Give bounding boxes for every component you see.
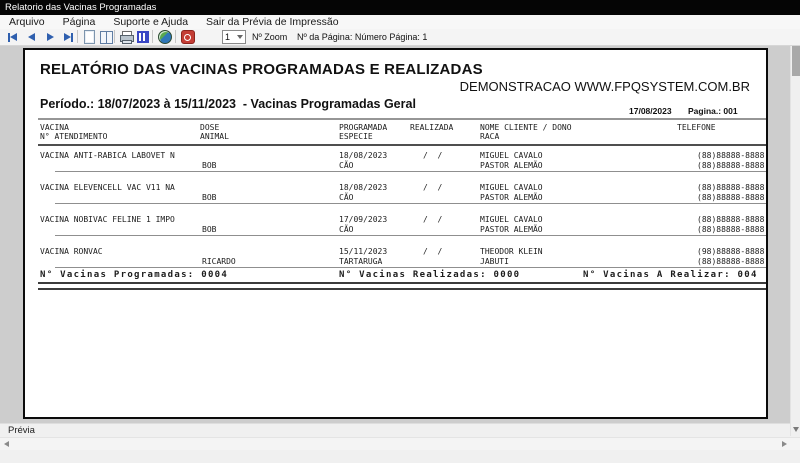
cell-programada: 15/11/2023 bbox=[339, 247, 388, 256]
cell-telefone1: (88)88888-8888 bbox=[697, 215, 765, 224]
column-header-cliente: NOME CLIENTE / DONO bbox=[480, 123, 572, 132]
previous-page-icon bbox=[28, 33, 35, 41]
divider bbox=[38, 144, 766, 146]
column-header-raca: RACA bbox=[480, 132, 500, 141]
cell-especie: TARTARUGA bbox=[339, 257, 383, 266]
stop-icon bbox=[181, 30, 195, 44]
column-header-vacina: VACINA bbox=[40, 123, 69, 132]
cell-telefone2: (88)88888-8888 bbox=[697, 225, 765, 234]
previous-page-button[interactable] bbox=[23, 30, 40, 44]
single-page-view-button[interactable] bbox=[81, 30, 98, 44]
first-page-button[interactable] bbox=[4, 30, 21, 44]
cell-raca: PASTOR ALEMÃO bbox=[480, 225, 543, 234]
last-page-icon bbox=[71, 33, 73, 42]
print-button[interactable] bbox=[118, 30, 135, 44]
divider bbox=[38, 118, 766, 120]
toolbar-separator bbox=[175, 30, 176, 43]
cell-telefone1: (88)88888-8888 bbox=[697, 151, 765, 160]
scroll-down-icon[interactable] bbox=[793, 427, 799, 432]
last-page-button[interactable] bbox=[60, 30, 77, 44]
cell-realizada: / / bbox=[423, 151, 443, 160]
cell-telefone1: (98)88888-8888 bbox=[697, 247, 765, 256]
globe-icon bbox=[158, 30, 172, 44]
toolbar-separator bbox=[152, 30, 153, 43]
cell-telefone2: (88)88888-8888 bbox=[697, 257, 765, 266]
two-page-view-button[interactable] bbox=[98, 30, 115, 44]
footer-double-rule bbox=[38, 282, 766, 290]
export-web-button[interactable] bbox=[156, 30, 173, 44]
menu-item-suporte-e-ajuda[interactable]: Suporte e Ajuda bbox=[113, 16, 189, 28]
cell-cliente: MIGUEL CAVALO bbox=[480, 151, 543, 160]
table-row bbox=[25, 151, 770, 183]
cell-animal: BOB bbox=[202, 225, 217, 234]
print-preview-area bbox=[0, 46, 790, 423]
table-row bbox=[25, 183, 770, 215]
cell-cliente: MIGUEL CAVALO bbox=[480, 215, 543, 224]
toolbar bbox=[0, 29, 800, 46]
menu-bar bbox=[0, 15, 800, 29]
cell-especie: CÃO bbox=[339, 193, 354, 202]
column-header-dose: DOSE bbox=[200, 123, 220, 132]
cell-animal: BOB bbox=[202, 161, 217, 170]
cell-realizada: / / bbox=[423, 183, 443, 192]
cell-vacina: VACINA NOBIVAC FELINE 1 IMPO bbox=[40, 215, 175, 224]
total-programadas: N° Vacinas Programadas: 0004 bbox=[40, 270, 229, 280]
cell-programada: 18/08/2023 bbox=[339, 151, 388, 160]
print-setup-button[interactable] bbox=[134, 30, 151, 44]
cell-telefone2: (88)88888-8888 bbox=[697, 193, 765, 202]
cell-vacina: VACINA ELEVENCELL VAC V11 NA bbox=[40, 183, 175, 192]
cell-telefone1: (88)88888-8888 bbox=[697, 183, 765, 192]
row-divider bbox=[55, 203, 766, 204]
cell-animal: BOB bbox=[202, 193, 217, 202]
cell-vacina: VACINA RONVAC bbox=[40, 247, 103, 256]
window-titlebar bbox=[0, 0, 800, 15]
report-print-date: 17/08/2023 bbox=[629, 106, 672, 116]
printer-icon bbox=[120, 31, 133, 43]
row-divider bbox=[55, 267, 766, 268]
cell-raca: JABUTI bbox=[480, 257, 509, 266]
column-header-animal: ANIMAL bbox=[200, 132, 229, 141]
zoom-select[interactable] bbox=[222, 30, 246, 44]
column-header-especie: ESPECIE bbox=[339, 132, 373, 141]
report-page bbox=[23, 48, 768, 419]
next-page-icon bbox=[47, 33, 54, 41]
toolbar-separator bbox=[114, 30, 115, 43]
cell-realizada: / / bbox=[423, 247, 443, 256]
status-bar bbox=[0, 423, 790, 437]
cell-especie: CÃO bbox=[339, 161, 354, 170]
table-row bbox=[25, 215, 770, 247]
cell-cliente: MIGUEL CAVALO bbox=[480, 183, 543, 192]
menu-item-arquivo[interactable]: Arquivo bbox=[9, 16, 45, 28]
next-page-button[interactable] bbox=[42, 30, 59, 44]
row-divider bbox=[55, 171, 766, 172]
scroll-right-icon[interactable] bbox=[782, 441, 787, 447]
cell-animal: RICARDO bbox=[202, 257, 236, 266]
close-preview-button[interactable] bbox=[179, 30, 196, 44]
cell-especie: CÃO bbox=[339, 225, 354, 234]
cell-raca: PASTOR ALEMÃO bbox=[480, 193, 543, 202]
vertical-scrollbar-thumb[interactable] bbox=[792, 46, 800, 76]
column-header-programada: PROGRAMADA bbox=[339, 123, 388, 132]
two-page-icon bbox=[100, 31, 113, 44]
toolbar-separator bbox=[77, 30, 78, 43]
report-period: Período.: 18/07/2023 à 15/11/2023 - Vacinas Programadas Geral bbox=[40, 97, 416, 111]
cell-programada: 18/08/2023 bbox=[339, 183, 388, 192]
cell-realizada: / / bbox=[423, 215, 443, 224]
scroll-left-icon[interactable] bbox=[4, 441, 9, 447]
column-header-telefone: TELEFONE bbox=[677, 123, 716, 132]
cell-vacina: VACINA ANTI-RABICA LABOVET N bbox=[40, 151, 175, 160]
vertical-scrollbar[interactable] bbox=[790, 46, 800, 436]
zoom-select-value: 1 bbox=[225, 32, 231, 42]
first-page-icon-arrow bbox=[10, 33, 17, 41]
column-header-realizada: REALIZADA bbox=[410, 123, 454, 132]
demo-watermark: DEMONSTRACAO WWW.FPQSYSTEM.COM.BR bbox=[459, 79, 750, 94]
column-header-atendimento: N° ATENDIMENTO bbox=[40, 132, 108, 141]
report-title: RELATÓRIO DAS VACINAS PROGRAMADAS E REALIZADAS bbox=[40, 61, 483, 78]
menu-item-pagina[interactable]: Página bbox=[62, 16, 96, 28]
total-realizadas: N° Vacinas Realizadas: 0000 bbox=[339, 270, 521, 280]
total-a-realizar: N° Vacinas A Realizar: 004 bbox=[583, 270, 758, 280]
report-page-number: Pagina.: 001 bbox=[688, 106, 738, 116]
menu-item-sair-da-previa[interactable]: Sair da Prévia de Impressão bbox=[206, 16, 339, 28]
print-setup-icon bbox=[137, 31, 149, 43]
cell-raca: PASTOR ALEMÃO bbox=[480, 161, 543, 170]
cell-cliente: THEODOR KLEIN bbox=[480, 247, 543, 256]
single-page-icon bbox=[84, 30, 95, 44]
window-title: Relatorio das Vacinas Programadas bbox=[5, 2, 157, 13]
chevron-down-icon bbox=[237, 35, 243, 39]
cell-telefone2: (88)88888-8888 bbox=[697, 161, 765, 170]
horizontal-scrollbar[interactable] bbox=[0, 437, 800, 450]
page-info-label: Nº da Página: Número Página: 1 bbox=[297, 32, 428, 42]
last-page-icon-arrow bbox=[64, 33, 71, 41]
status-label: Prévia bbox=[8, 425, 35, 436]
row-divider bbox=[55, 235, 766, 236]
cell-programada: 17/09/2023 bbox=[339, 215, 388, 224]
zoom-label: Nº Zoom bbox=[252, 32, 288, 42]
